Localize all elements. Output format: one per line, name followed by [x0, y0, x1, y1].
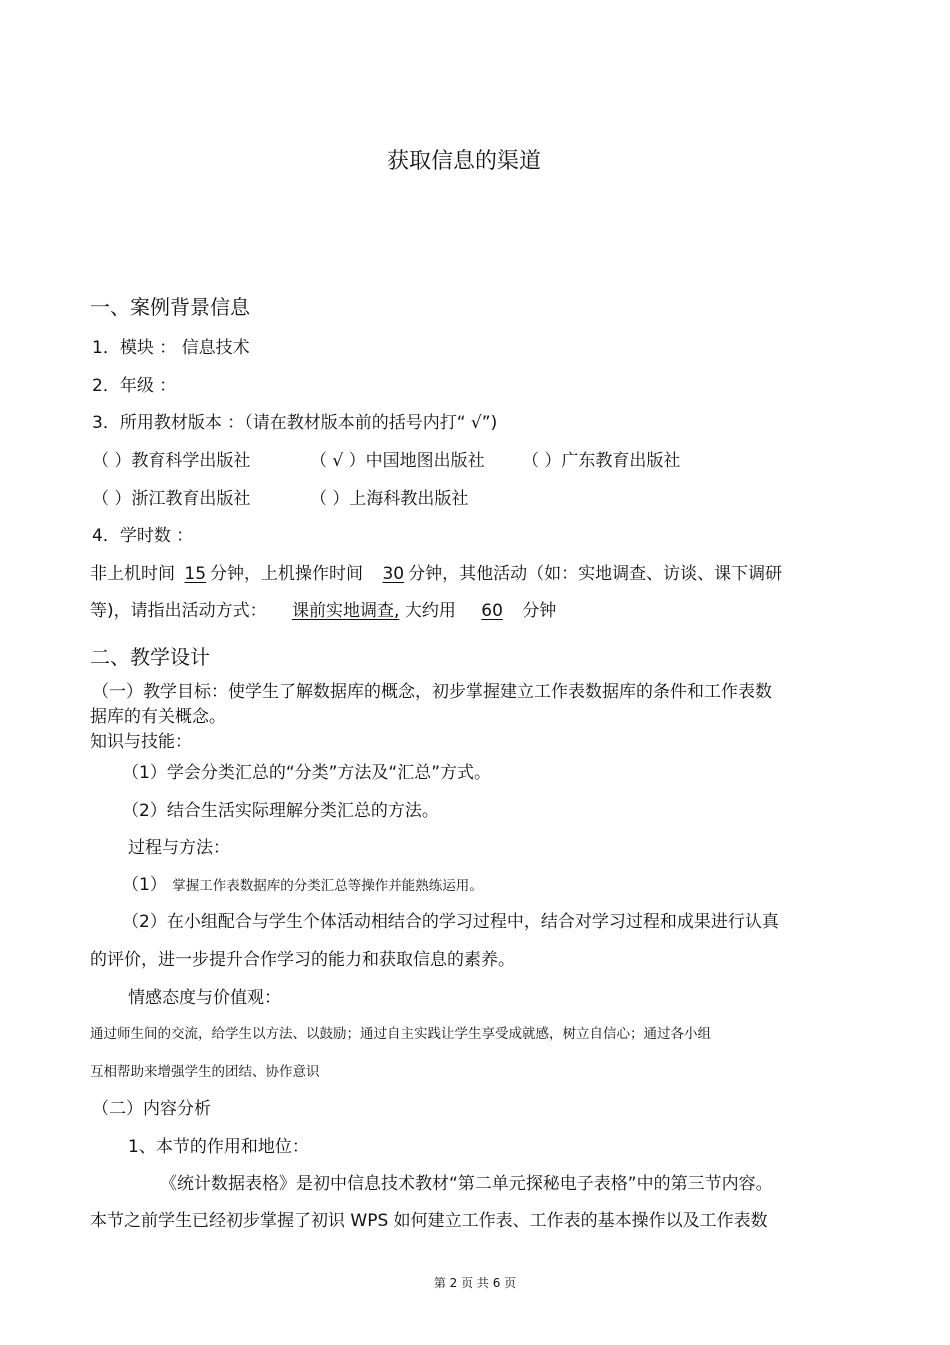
publisher-option: （ ）上海科教出版社 [310, 489, 469, 509]
emotion-label: 情感态度与价值观： [128, 988, 281, 1008]
emotion-text: 通过师生间的交流，给学生以方法、以鼓励；通过自主实践让学生享受成就感，树立自信心；通过各小组 [90, 1026, 711, 1042]
teaching-goal: （一）教学目标：使学生了解数据库的概念，初步掌握建立工作表数据库的条件和工作表数 [92, 682, 772, 702]
content-analysis-heading: （二）内容分析 [92, 1099, 211, 1119]
process-text: 掌握工作表数据库的分类汇总等操作并能熟练运用。 [172, 878, 483, 894]
knowledge-item: （2）结合生活实际理解分类汇总的方法。 [122, 801, 439, 821]
time-label: 分钟 [522, 601, 557, 621]
module-line: 1．模块 ： 信息技术 [92, 338, 250, 358]
document-title: 获取信息的渠道 [387, 149, 542, 174]
knowledge-label: 知识与技能： [90, 732, 192, 752]
time-label: 大约用 [404, 601, 456, 621]
publisher-option: （ ）教育科学出版社 [92, 451, 251, 471]
emotion-text-cont: 互相帮助来增强学生的团结、协作意识 [90, 1064, 320, 1080]
knowledge-item: （1）学会分类汇总的“分类”方法及“汇总”方式。 [122, 763, 492, 783]
activity-minutes: 60 [481, 601, 503, 621]
publisher-option: （ ）广东教育出版社 [522, 451, 681, 471]
time-label: 非上机时间 [90, 564, 175, 584]
process-label: 过程与方法： [128, 838, 230, 858]
section1-heading: 一、案例背景信息 [90, 295, 250, 319]
activity-method: 课前实地调查, [292, 601, 400, 621]
publisher-option: （ ）浙江教育出版社 [92, 489, 251, 509]
online-minutes: 30 [382, 564, 405, 584]
time-label: 分钟，上机操作时间 [210, 564, 364, 584]
textbook-line: 3．所用教材版本 ：（请在教材版本前的括号内打“ √”) [92, 413, 498, 433]
teaching-goal-cont: 据库的有关概念。 [90, 707, 226, 727]
grade-line: 2．年级 ： [92, 376, 177, 396]
process-item [122, 874, 483, 897]
hours-line: 4．学时数 ： [92, 526, 194, 546]
page-footer: 第 2 页 共 6 页 [433, 1276, 517, 1290]
section2-heading: 二、教学设计 [90, 645, 210, 669]
process-item-cont: 的评价，进一步提升合作学习的能力和获取信息的素养。 [90, 950, 515, 970]
time-line-2 [90, 600, 556, 622]
publisher-option: （ √ ）中国地图出版社 [310, 451, 485, 471]
time-label: 分钟，其他活动（如：实地调查、访谈、课下调研 [408, 564, 783, 584]
process-number: （1） [122, 875, 167, 895]
content-paragraph-cont: 本节之前学生已经初步掌握了初识 WPS 如何建立工作表、工作表的基本操作以及工作表数 [90, 1211, 768, 1231]
time-line-1 [90, 563, 782, 585]
content-paragraph: 《统计数据表格》是初中信息技术教材“第二单元探秘电子表格”中的第三节内容。 [160, 1174, 773, 1194]
time-label: 等)，请指出活动方式： [90, 601, 267, 621]
process-item: （2）在小组配合与学生个体活动相结合的学习过程中，结合对学习过程和成果进行认真 [122, 912, 779, 932]
content-subheading: 1、本节的作用和地位： [128, 1137, 309, 1157]
offline-minutes: 15 [184, 564, 207, 584]
